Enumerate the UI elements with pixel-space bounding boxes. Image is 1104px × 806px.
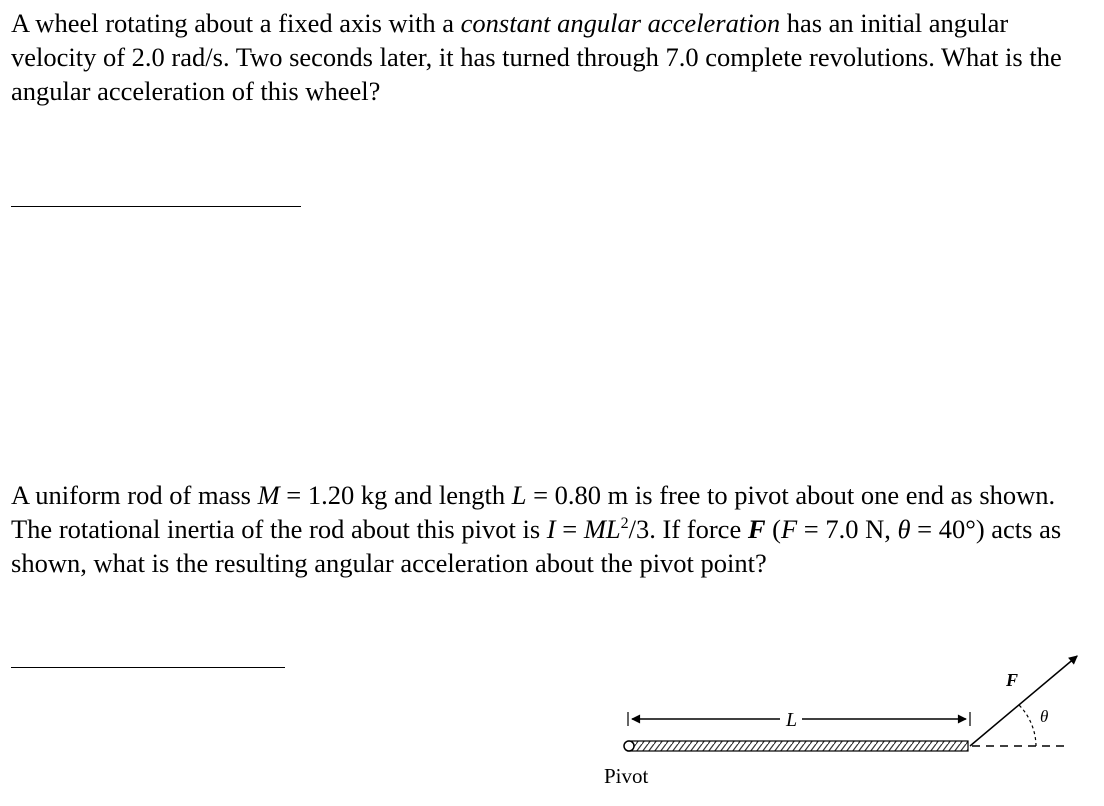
pivot-point [624,741,634,751]
answer-line-2 [11,667,285,668]
answer-line-1 [11,206,301,207]
angle-arc [1018,704,1036,746]
force-label: F [1006,670,1019,690]
pivot-label: Pivot [604,764,649,788]
question-2-text: A uniform rod of mass M = 1.20 kg and length L = 0.80 m is free to pivot about one end as shown. The rotational inertia of the rod about this pivot is $I = ML^2/3$. If force F (F = 7.0 N, θ = 40°) acts as shown, what is the resulting angular acceleration about the pivot point? [11,480,1062,578]
length-dimension [628,709,970,731]
length-label: L [786,709,798,731]
force-arrow [970,656,1077,746]
rod [628,741,968,751]
question-1-text: A wheel rotating about a fixed axis with a constant angular acceleration has an initial angular velocity of 2.0 rad/s. Two seconds later, it has turned through 7.0 complete revolutions. What is the angular acceleration of this wheel? [11,8,1062,106]
angle-label: θ [1040,707,1049,726]
rod-diagram [600,640,1100,800]
